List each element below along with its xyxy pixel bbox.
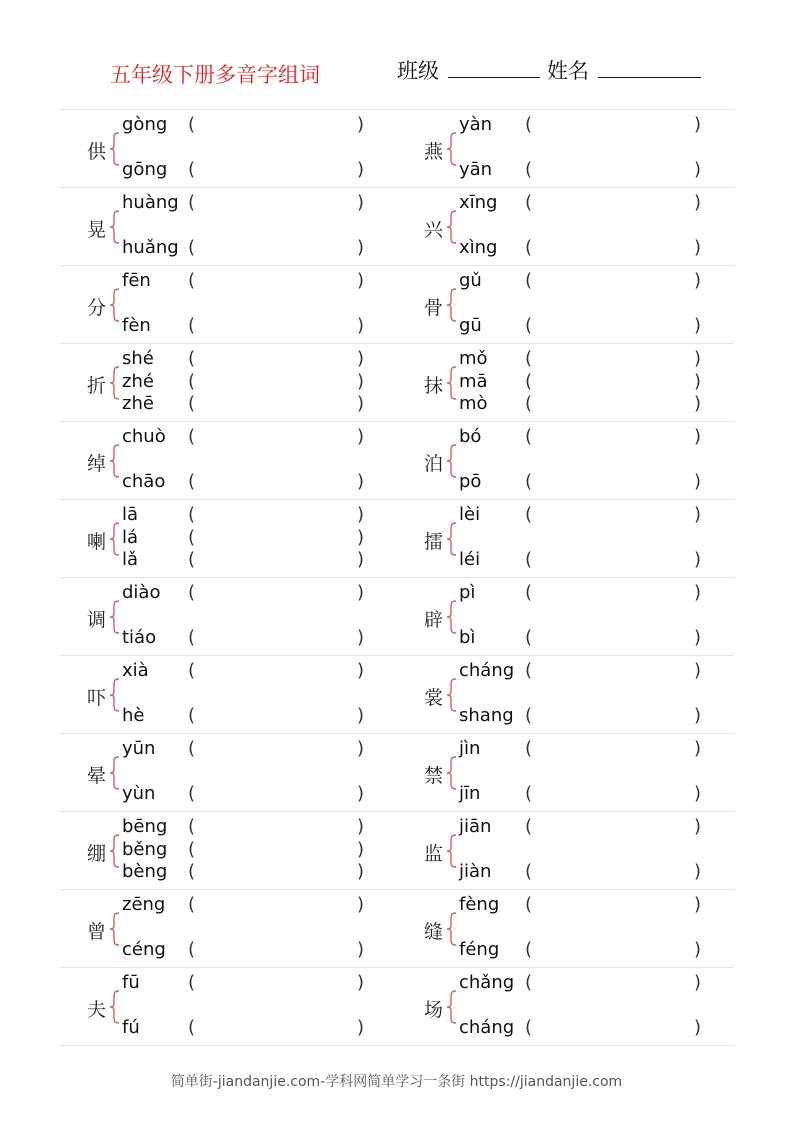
curly-brace-icon	[108, 990, 122, 1024]
page-header	[0, 55, 793, 89]
polyphone-entry	[397, 344, 734, 421]
answer-blank-close[interactable]: )	[357, 939, 365, 960]
pinyin-reading: hè	[122, 705, 145, 726]
polyphone-character: 缝	[424, 921, 444, 943]
answer-blank-open[interactable]: (	[525, 582, 533, 603]
pinyin-reading: gòng	[122, 114, 168, 135]
polyphone-entry	[60, 110, 397, 187]
answer-blank-open[interactable]: (	[188, 371, 196, 392]
answer-blank-open[interactable]: (	[188, 270, 196, 291]
answer-blank-close[interactable]: )	[357, 159, 365, 180]
answer-blank-close[interactable]: )	[694, 114, 702, 135]
table-row	[60, 265, 734, 343]
answer-blank-close[interactable]: )	[694, 237, 702, 258]
curly-brace-icon	[108, 756, 122, 790]
pinyin-reading: lá	[122, 527, 139, 548]
polyphone-character: 曾	[87, 921, 107, 943]
pinyin-reading: zhē	[122, 393, 154, 414]
polyphone-entry	[397, 188, 734, 265]
answer-blank-open[interactable]: (	[188, 426, 196, 447]
table-row	[60, 421, 734, 499]
pinyin-reading: shé	[122, 348, 154, 369]
answer-blank-close[interactable]: )	[694, 705, 702, 726]
polyphone-entry	[397, 656, 734, 733]
polyphone-character: 绷	[87, 843, 107, 865]
answer-blank-close[interactable]: )	[357, 348, 365, 369]
answer-blank-open[interactable]: (	[188, 192, 196, 213]
answer-blank-open[interactable]: (	[525, 159, 533, 180]
answer-blank-open[interactable]: (	[188, 237, 196, 258]
table-row	[60, 499, 734, 577]
answer-blank-close[interactable]: )	[694, 549, 702, 570]
polyphone-entry	[60, 344, 397, 421]
polyphone-entry	[60, 188, 397, 265]
curly-brace-icon	[445, 210, 459, 244]
answer-blank-close[interactable]: )	[694, 816, 702, 837]
answer-blank-close[interactable]: )	[694, 270, 702, 291]
pinyin-reading: zhé	[122, 371, 154, 392]
pinyin-reading: shang	[459, 705, 514, 726]
polyphone-entry	[397, 968, 734, 1045]
answer-blank-close[interactable]: )	[694, 192, 702, 213]
answer-blank-open[interactable]: (	[188, 549, 196, 570]
answer-blank-open[interactable]: (	[188, 627, 196, 648]
answer-blank-open[interactable]: (	[525, 660, 533, 681]
answer-blank-open[interactable]: (	[188, 114, 196, 135]
pinyin-reading: chāo	[122, 471, 166, 492]
answer-blank-close[interactable]: )	[357, 114, 365, 135]
curly-brace-icon	[445, 288, 459, 322]
answer-blank-close[interactable]: )	[694, 582, 702, 603]
answer-blank-close[interactable]: )	[694, 371, 702, 392]
polyphone-entry	[397, 500, 734, 577]
curly-brace-icon	[445, 912, 459, 946]
answer-blank-open[interactable]: (	[188, 159, 196, 180]
answer-blank-close[interactable]: )	[694, 348, 702, 369]
pinyin-reading: běng	[122, 839, 168, 860]
answer-blank-close[interactable]: )	[694, 159, 702, 180]
polyphone-entry	[60, 422, 397, 499]
polyphone-character: 裳	[424, 687, 444, 709]
pinyin-reading: fèng	[459, 894, 500, 915]
answer-blank-close[interactable]: )	[694, 426, 702, 447]
answer-blank-close[interactable]: )	[357, 393, 365, 414]
answer-blank-open[interactable]: (	[525, 315, 533, 336]
answer-blank-open[interactable]: (	[525, 861, 533, 882]
answer-blank-close[interactable]: )	[357, 371, 365, 392]
answer-blank-close[interactable]: )	[357, 270, 365, 291]
pinyin-reading: gǔ	[459, 270, 482, 291]
pinyin-reading: huàng	[122, 192, 179, 213]
pinyin-reading: tiáo	[122, 627, 157, 648]
polyphone-character: 晃	[87, 219, 107, 241]
answer-blank-open[interactable]: (	[188, 315, 196, 336]
answer-blank-open[interactable]: (	[188, 816, 196, 837]
curly-brace-icon	[108, 210, 122, 244]
table-row	[60, 343, 734, 421]
answer-blank-close[interactable]: )	[694, 660, 702, 681]
answer-blank-open[interactable]: (	[188, 348, 196, 369]
name-label: 姓名	[547, 59, 589, 83]
pinyin-reading: mā	[459, 371, 488, 392]
pinyin-reading: bó	[459, 426, 482, 447]
answer-blank-close[interactable]: )	[694, 504, 702, 525]
pinyin-reading: cháng	[459, 1017, 515, 1038]
polyphone-character: 兴	[424, 219, 444, 241]
answer-blank-open[interactable]: (	[525, 114, 533, 135]
curly-brace-icon	[108, 366, 122, 400]
pinyin-reading: lā	[122, 504, 139, 525]
curly-brace-icon	[445, 990, 459, 1024]
answer-blank-open[interactable]: (	[188, 738, 196, 759]
polyphone-entry	[60, 500, 397, 577]
answer-blank-close[interactable]: )	[357, 192, 365, 213]
name-blank-line[interactable]	[598, 77, 701, 78]
answer-blank-open[interactable]: (	[525, 549, 533, 570]
answer-blank-open[interactable]: (	[188, 705, 196, 726]
pinyin-reading: xīng	[459, 192, 498, 213]
pinyin-reading: diào	[122, 582, 161, 603]
curly-brace-icon	[445, 678, 459, 712]
pinyin-reading: bì	[459, 627, 476, 648]
table-row	[60, 889, 734, 967]
polyphone-character: 辟	[424, 609, 444, 631]
pinyin-reading: chǎng	[459, 972, 515, 993]
polyphone-character: 抹	[424, 375, 444, 397]
answer-blank-open[interactable]: (	[188, 939, 196, 960]
pinyin-reading: bèng	[122, 861, 168, 882]
answer-blank-close[interactable]: )	[694, 894, 702, 915]
answer-blank-open[interactable]: (	[525, 783, 533, 804]
answer-blank-close[interactable]: )	[694, 315, 702, 336]
polyphone-entry	[397, 890, 734, 967]
pinyin-reading: gū	[459, 315, 482, 336]
answer-blank-close[interactable]: )	[357, 527, 365, 548]
polyphone-entry	[397, 812, 734, 889]
pinyin-reading: pō	[459, 471, 482, 492]
polyphone-character: 分	[87, 297, 107, 319]
answer-blank-open[interactable]: (	[525, 426, 533, 447]
pinyin-reading: yàn	[459, 114, 493, 135]
polyphone-character: 夫	[87, 999, 107, 1021]
answer-blank-close[interactable]: )	[694, 393, 702, 414]
answer-blank-open[interactable]: (	[188, 1017, 196, 1038]
pinyin-reading: cháng	[459, 660, 515, 681]
answer-blank-close[interactable]: )	[357, 504, 365, 525]
pinyin-reading: fú	[122, 1017, 140, 1038]
answer-blank-close[interactable]: )	[357, 549, 365, 570]
answer-blank-open[interactable]: (	[525, 738, 533, 759]
class-label: 班级	[397, 59, 439, 83]
polyphone-entry	[397, 266, 734, 343]
curly-brace-icon	[108, 288, 122, 322]
pinyin-reading: yùn	[122, 783, 156, 804]
polyphone-character: 监	[424, 843, 444, 865]
answer-blank-open[interactable]: (	[525, 504, 533, 525]
polyphone-character: 晕	[87, 765, 107, 787]
answer-blank-close[interactable]: )	[694, 861, 702, 882]
footer-text: 简单街-jiandanjie.com-学科网简单学习一条街 https://jiandanjie.com	[170, 1074, 623, 1090]
pinyin-reading: xià	[122, 660, 149, 681]
curly-brace-icon	[445, 444, 459, 478]
pinyin-reading: lǎ	[122, 549, 139, 570]
polyphone-character: 场	[424, 999, 444, 1021]
answer-blank-open[interactable]: (	[188, 861, 196, 882]
polyphone-entry	[397, 734, 734, 811]
polyphone-entry	[60, 266, 397, 343]
answer-blank-open[interactable]: (	[188, 839, 196, 860]
curly-brace-icon	[108, 678, 122, 712]
answer-blank-open[interactable]: (	[525, 471, 533, 492]
pinyin-reading: zēng	[122, 894, 166, 915]
answer-blank-open[interactable]: (	[525, 816, 533, 837]
polyphone-character: 供	[87, 141, 107, 163]
answer-blank-close[interactable]: )	[357, 861, 365, 882]
pinyin-reading: huǎng	[122, 237, 179, 258]
curly-brace-icon	[445, 600, 459, 634]
table-row	[60, 109, 734, 187]
answer-blank-open[interactable]: (	[525, 348, 533, 369]
answer-blank-open[interactable]: (	[525, 192, 533, 213]
answer-blank-close[interactable]: )	[357, 582, 365, 603]
table-row	[60, 577, 734, 655]
answer-blank-open[interactable]: (	[525, 972, 533, 993]
worksheet-title: 五年级下册多音字组词	[110, 63, 320, 87]
curly-brace-icon	[445, 366, 459, 400]
answer-blank-close[interactable]: )	[694, 783, 702, 804]
polyphone-character: 折	[87, 375, 107, 397]
answer-blank-open[interactable]: (	[525, 237, 533, 258]
polyphone-character: 骨	[424, 297, 444, 319]
answer-blank-open[interactable]: (	[525, 627, 533, 648]
answer-blank-open[interactable]: (	[188, 393, 196, 414]
table-row	[60, 187, 734, 265]
pinyin-reading: pì	[459, 582, 476, 603]
answer-blank-close[interactable]: )	[357, 471, 365, 492]
pinyin-reading: jiàn	[459, 861, 492, 882]
polyphone-entry	[60, 656, 397, 733]
pinyin-reading: lèi	[459, 504, 481, 525]
pinyin-reading: yān	[459, 159, 493, 180]
pinyin-reading: léi	[459, 549, 481, 570]
polyphone-entry	[60, 812, 397, 889]
answer-blank-open[interactable]: (	[525, 393, 533, 414]
polyphone-character: 喇	[87, 531, 107, 553]
answer-blank-close[interactable]: )	[694, 972, 702, 993]
pinyin-reading: fèn	[122, 315, 151, 336]
pinyin-reading: chuò	[122, 426, 166, 447]
pinyin-reading: bēng	[122, 816, 168, 837]
answer-blank-open[interactable]: (	[525, 705, 533, 726]
curly-brace-icon	[445, 132, 459, 166]
pinyin-reading: yūn	[122, 738, 156, 759]
answer-blank-close[interactable]: )	[357, 783, 365, 804]
pinyin-reading: mò	[459, 393, 488, 414]
answer-blank-open[interactable]: (	[188, 471, 196, 492]
polyphone-character: 擂	[424, 531, 444, 553]
curly-brace-icon	[108, 444, 122, 478]
answer-blank-open[interactable]: (	[188, 660, 196, 681]
curly-brace-icon	[108, 600, 122, 634]
answer-blank-close[interactable]: )	[357, 816, 365, 837]
curly-brace-icon	[445, 522, 459, 556]
answer-blank-open[interactable]: (	[188, 504, 196, 525]
pinyin-reading: jiān	[459, 816, 492, 837]
answer-blank-close[interactable]: )	[694, 1017, 702, 1038]
curly-brace-icon	[108, 132, 122, 166]
curly-brace-icon	[108, 522, 122, 556]
pinyin-reading: mǒ	[459, 348, 488, 369]
answer-blank-open[interactable]: (	[188, 972, 196, 993]
answer-blank-close[interactable]: )	[694, 627, 702, 648]
answer-blank-close[interactable]: )	[357, 894, 365, 915]
answer-blank-open[interactable]: (	[188, 894, 196, 915]
polyphone-entry	[397, 110, 734, 187]
curly-brace-icon	[445, 834, 459, 868]
polyphone-character: 禁	[424, 765, 444, 787]
answer-blank-open[interactable]: (	[525, 371, 533, 392]
answer-blank-close[interactable]: )	[357, 426, 365, 447]
answer-blank-open[interactable]: (	[188, 783, 196, 804]
pinyin-reading: jìn	[459, 738, 481, 759]
polyphone-entry	[60, 734, 397, 811]
polyphone-entry	[60, 890, 397, 967]
answer-blank-open[interactable]: (	[525, 894, 533, 915]
pinyin-reading: fēn	[122, 270, 151, 291]
pinyin-reading: céng	[122, 939, 166, 960]
polyphone-character: 泊	[424, 453, 444, 475]
answer-blank-close[interactable]: )	[357, 738, 365, 759]
answer-blank-close[interactable]: )	[357, 315, 365, 336]
polyphone-table	[60, 109, 734, 1046]
pinyin-reading: xìng	[459, 237, 498, 258]
polyphone-entry	[60, 968, 397, 1045]
polyphone-character: 吓	[87, 687, 107, 709]
curly-brace-icon	[108, 912, 122, 946]
polyphone-character: 燕	[424, 141, 444, 163]
answer-blank-close[interactable]: )	[357, 839, 365, 860]
table-row	[60, 811, 734, 889]
answer-blank-close[interactable]: )	[357, 972, 365, 993]
answer-blank-close[interactable]: )	[357, 237, 365, 258]
answer-blank-close[interactable]: )	[357, 627, 365, 648]
answer-blank-open[interactable]: (	[188, 582, 196, 603]
answer-blank-close[interactable]: )	[694, 471, 702, 492]
curly-brace-icon	[108, 834, 122, 868]
answer-blank-close[interactable]: )	[694, 939, 702, 960]
answer-blank-open[interactable]: (	[525, 270, 533, 291]
polyphone-entry	[397, 578, 734, 655]
curly-brace-icon	[445, 756, 459, 790]
answer-blank-open[interactable]: (	[188, 527, 196, 548]
answer-blank-close[interactable]: )	[694, 738, 702, 759]
polyphone-character: 调	[87, 609, 107, 631]
table-row	[60, 655, 734, 733]
table-row	[60, 733, 734, 811]
answer-blank-close[interactable]: )	[357, 660, 365, 681]
pinyin-reading: jīn	[459, 783, 481, 804]
table-row	[60, 967, 734, 1046]
pinyin-reading: gōng	[122, 159, 168, 180]
answer-blank-close[interactable]: )	[357, 1017, 365, 1038]
answer-blank-close[interactable]: )	[357, 705, 365, 726]
pinyin-reading: féng	[459, 939, 500, 960]
polyphone-entry	[60, 578, 397, 655]
class-blank-line[interactable]	[448, 77, 540, 78]
polyphone-character: 绰	[87, 453, 107, 475]
answer-blank-open[interactable]: (	[525, 1017, 533, 1038]
answer-blank-open[interactable]: (	[525, 939, 533, 960]
pinyin-reading: fū	[122, 972, 140, 993]
polyphone-entry	[397, 422, 734, 499]
